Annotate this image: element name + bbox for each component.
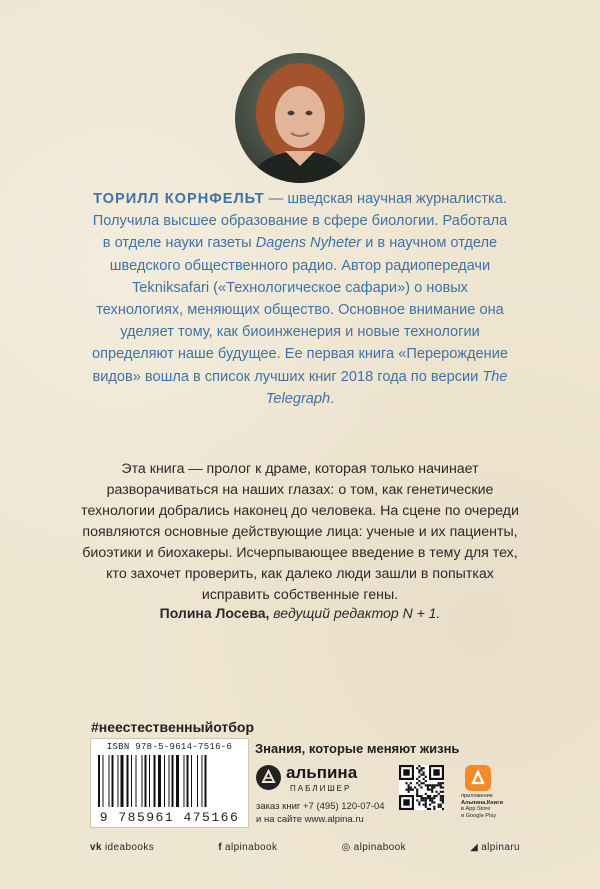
- social-links: [90, 840, 520, 854]
- author-bio: ТОРИЛЛ КОРНФЕЛЬТ — шведская научная журналистка. Получила высшее образование в сфере биологии. Работала в отделе науки газеты Dagens Nyheter и в научном отделе шведского общественного радио. Автор радиопередачи Tekniksafari («Технологическое сафари») о новых технологиях, меняющих общество. Основное внимание она уделяет тому, как биоинженерия и новые технологии определяют наше будущее. Ее первая книга «Перерождение видов» вошла в список лучших книг 2018 года по версии The Telegraph.: [92, 191, 508, 407]
- order-phone: заказ книг +7 (495) 120-07-04: [256, 801, 385, 812]
- social-vk[interactable]: vk ideabooks: [90, 841, 155, 853]
- order-site[interactable]: и на сайте www.alpina.ru: [256, 813, 364, 825]
- instagram-icon: ◎: [341, 841, 351, 853]
- publisher-tagline: Знания, которые меняют жизнь: [255, 741, 460, 756]
- isbn-digits: 9 785961 475166: [99, 810, 240, 825]
- review-author-role: ведущий редактор N + 1.: [269, 605, 441, 621]
- vk-icon: vk: [90, 841, 102, 853]
- isbn-label: ISBN 978-5-9614-7516-6: [106, 742, 233, 752]
- order-info: [256, 801, 385, 826]
- app-icon[interactable]: [465, 765, 491, 791]
- qr-code-icon[interactable]: [399, 765, 444, 810]
- isbn-barcode: [90, 738, 249, 828]
- author-photo: [235, 53, 365, 183]
- author-name: ТОРИЛЛ КОРНФЕЛЬТ: [93, 191, 265, 207]
- app-promo-text: приложение Альпина.Книги в App Store и Google Play: [461, 793, 503, 819]
- social-facebook[interactable]: f alpinabook: [218, 841, 278, 853]
- hashtag: #неестественныйотбор: [91, 719, 255, 735]
- facebook-icon: f: [218, 841, 222, 853]
- social-instagram[interactable]: ◎ alpinabook: [341, 841, 406, 853]
- publisher-logo-icon: [256, 765, 281, 790]
- newspaper-name: Dagens Nyheter: [255, 235, 362, 252]
- review-signature: [80, 605, 520, 621]
- review-author: Полина Лосева,: [159, 605, 270, 621]
- publisher-subtitle: ПАБЛИШЕР: [290, 784, 352, 793]
- telegram-icon: ◢: [470, 841, 479, 853]
- publisher-name: альпина: [286, 763, 358, 782]
- review-text: Эта книга — пролог к драме, которая только начинает разворачиваться на наших глазах: о том, как генетические технологии добрались наконец до человека. На сцене по очереди появляются основные действующие лица: ученые и их пациенты, биоэтики и биохакеры. Исчерпывающее введение в тему для тех, кто захочет проверить, как далеко люди зашли в попытках исправить собственные гены.: [81, 461, 519, 603]
- social-telegram[interactable]: ◢ alpinaru: [470, 841, 520, 853]
- publication-name: The Telegraph: [265, 368, 508, 407]
- barcode-bars: [98, 755, 241, 807]
